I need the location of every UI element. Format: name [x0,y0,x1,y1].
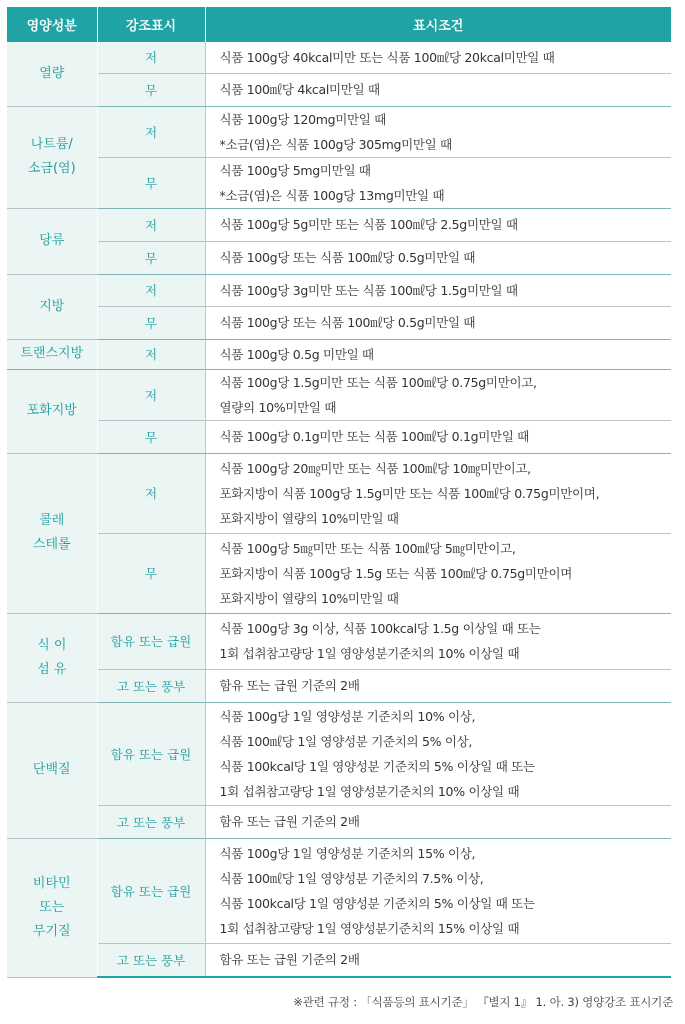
condition-cell [205,274,671,306]
emphasis-cell: 무 [97,241,205,274]
table-row [7,533,671,613]
condition-cell [205,420,671,453]
nutrient-line: 나트륨/ [30,137,73,152]
nutrient-line: 식 이 [37,637,67,653]
emphasis-cell: 고 또는 풍부 [97,805,205,838]
nutrient-line: 비타민 [32,875,71,891]
condition-line: 식품 100g당 또는 식품 100㎖당 0.5g미만일 때 [219,250,476,265]
condition-line: 열량의 10%미만일 때 [219,399,337,415]
nutrient-fat: 지방 [7,274,97,339]
table-row [7,208,671,241]
nutrient-sugars: 당류 [7,208,97,274]
header-condition: 표시조건 [205,7,671,42]
condition-cell [205,838,671,943]
condition-line: 1회 섭취참고량당 1일 영양성분기준치의 10% 이상일 때 [219,783,520,799]
table-row [7,943,671,977]
table-row [7,613,671,669]
condition-line: 식품 100kcal당 1일 영양성분 기준치의 5% 이상일 때 또는 [219,895,535,911]
condition-cell [205,241,671,274]
nutrient-calories: 열량 [7,42,97,106]
condition-cell [205,106,671,157]
table-row [7,157,671,208]
emphasis-cell: 고 또는 풍부 [97,669,205,702]
condition-cell [205,669,671,702]
condition-line: 식품 100g당 5mg미만일 때 [219,162,371,178]
nutrition-emphasis-table-container [7,7,671,978]
table-row [7,339,671,369]
table-row [7,420,671,453]
emphasis-cell: 저 [97,208,205,241]
condition-line: 포화지방이 식품 100g당 1.5g 또는 식품 100㎖당 0.75g미만이며 [219,565,573,581]
nutrient-protein: 단백질 [7,702,97,838]
condition-line: 식품 100g당 또는 식품 100㎖당 0.5g미만일 때 [219,315,476,330]
condition-line: 식품 100kcal당 1일 영양성분 기준치의 5% 이상일 때 또는 [219,758,535,774]
nutrition-emphasis-table [7,7,671,978]
table-row [7,42,671,73]
nutrient-line: 무기질 [32,923,71,939]
emphasis-cell: 함유 또는 급원 [97,838,205,943]
table-row [7,241,671,274]
condition-line: 1회 섭취참고량당 1일 영양성분기준치의 15% 이상일 때 [219,920,520,936]
condition-line: 식품 100g당 0.1g미만 또는 식품 100㎖당 0.1g미만일 때 [219,429,530,444]
condition-line: 식품 100g당 5㎎미만 또는 식품 100㎖당 5㎎미만이고, [219,540,516,556]
table-row [7,838,671,943]
emphasis-cell: 저 [97,453,205,533]
table-row [7,274,671,306]
emphasis-cell: 저 [97,274,205,306]
condition-cell [205,208,671,241]
emphasis-cell: 함유 또는 급원 [97,702,205,805]
condition-line: 식품 100g당 0.5g 미만일 때 [219,346,374,362]
condition-line: 포화지방이 식품 100g당 1.5g미만 또는 식품 100㎖당 0.75g미만이며, [219,485,600,501]
regulation-footnote: ※관련 규정 : 「식품등의 표시기준」 『별지 1』 1. 아. 3) 영양강조 표시기준 [293,995,673,1009]
nutrient-line: 콜레 [39,513,65,528]
condition-line: 함유 또는 급원 기준의 2배 [219,814,360,829]
condition-line: 식품 100㎖당 1일 영양성분 기준치의 7.5% 이상, [219,870,484,886]
emphasis-cell: 저 [97,106,205,157]
condition-line: 식품 100g당 3g 이상, 식품 100kcal당 1.5g 이상일 때 또는 [219,621,541,636]
emphasis-cell: 저 [97,369,205,420]
condition-line: 식품 100g당 5g미만 또는 식품 100㎖당 2.5g미만일 때 [219,217,518,232]
table-row [7,306,671,339]
header-emphasis: 강조표시 [97,7,205,42]
condition-line: 1회 섭취참고량당 1일 영양성분기준치의 10% 이상일 때 [219,646,520,661]
condition-line: 식품 100㎖당 1일 영양성분 기준치의 5% 이상, [219,733,473,749]
emphasis-cell: 고 또는 풍부 [97,943,205,977]
condition-line: 포화지방이 열량의 10%미만일 때 [219,590,399,606]
table-row [7,106,671,157]
condition-cell [205,42,671,73]
table-row [7,73,671,106]
nutrient-cholesterol [7,453,97,613]
condition-cell [205,613,671,669]
nutrient-dietary-fiber [7,613,97,702]
table-row [7,453,671,533]
emphasis-cell: 무 [97,420,205,453]
condition-cell [205,157,671,208]
condition-line: 식품 100g당 1일 영양성분 기준치의 15% 이상, [219,845,476,861]
nutrient-line: 스테롤 [32,537,71,552]
condition-line: 식품 100g당 40kcal미만 또는 식품 100㎖당 20kcal미만일 때 [219,49,555,65]
nutrient-line: 소금(염) [27,161,76,176]
condition-line: *소금(염)은 식품 100g당 305mg미만일 때 [219,136,452,152]
nutrient-line: 또는 [39,899,65,915]
condition-cell [205,533,671,613]
emphasis-cell: 저 [97,42,205,73]
condition-line: 식품 100g당 3g미만 또는 식품 100㎖당 1.5g미만일 때 [219,282,518,298]
emphasis-cell: 함유 또는 급원 [97,613,205,669]
emphasis-cell: 무 [97,533,205,613]
table-row [7,369,671,420]
condition-line: 함유 또는 급원 기준의 2배 [219,678,360,693]
header-nutrient: 영양성분 [7,7,97,42]
condition-cell [205,73,671,106]
nutrient-vitamin-mineral [7,838,97,977]
nutrient-sodium [7,106,97,208]
condition-cell [205,702,671,805]
condition-cell [205,306,671,339]
nutrient-saturated-fat: 포화지방 [7,369,97,453]
condition-line: 식품 100㎖당 4kcal미만일 때 [219,82,380,97]
condition-line: 식품 100g당 1.5g미만 또는 식품 100㎖당 0.75g미만이고, [219,374,537,390]
table-row [7,669,671,702]
condition-line: *소금(염)은 식품 100g당 13mg미만일 때 [219,187,445,203]
condition-cell [205,805,671,838]
condition-cell [205,339,671,369]
condition-cell [205,369,671,420]
emphasis-cell: 저 [97,339,205,369]
condition-line: 식품 100g당 1일 영양성분 기준치의 10% 이상, [219,708,476,724]
emphasis-cell: 무 [97,157,205,208]
table-row [7,805,671,838]
emphasis-cell: 무 [97,73,205,106]
table-row [7,702,671,805]
condition-line: 포화지방이 열량의 10%미만일 때 [219,510,399,526]
condition-cell [205,943,671,977]
table-header-row [7,7,671,42]
condition-line: 식품 100g당 120mg미만일 때 [219,111,387,127]
nutrient-trans-fat: 트랜스지방 [7,339,97,369]
emphasis-cell: 무 [97,306,205,339]
condition-line: 함유 또는 급원 기준의 2배 [219,952,360,968]
condition-line: 식품 100g당 20㎎미만 또는 식품 100㎖당 10㎎미만이고, [219,460,531,476]
nutrient-line: 섬 유 [37,661,67,677]
condition-cell [205,453,671,533]
